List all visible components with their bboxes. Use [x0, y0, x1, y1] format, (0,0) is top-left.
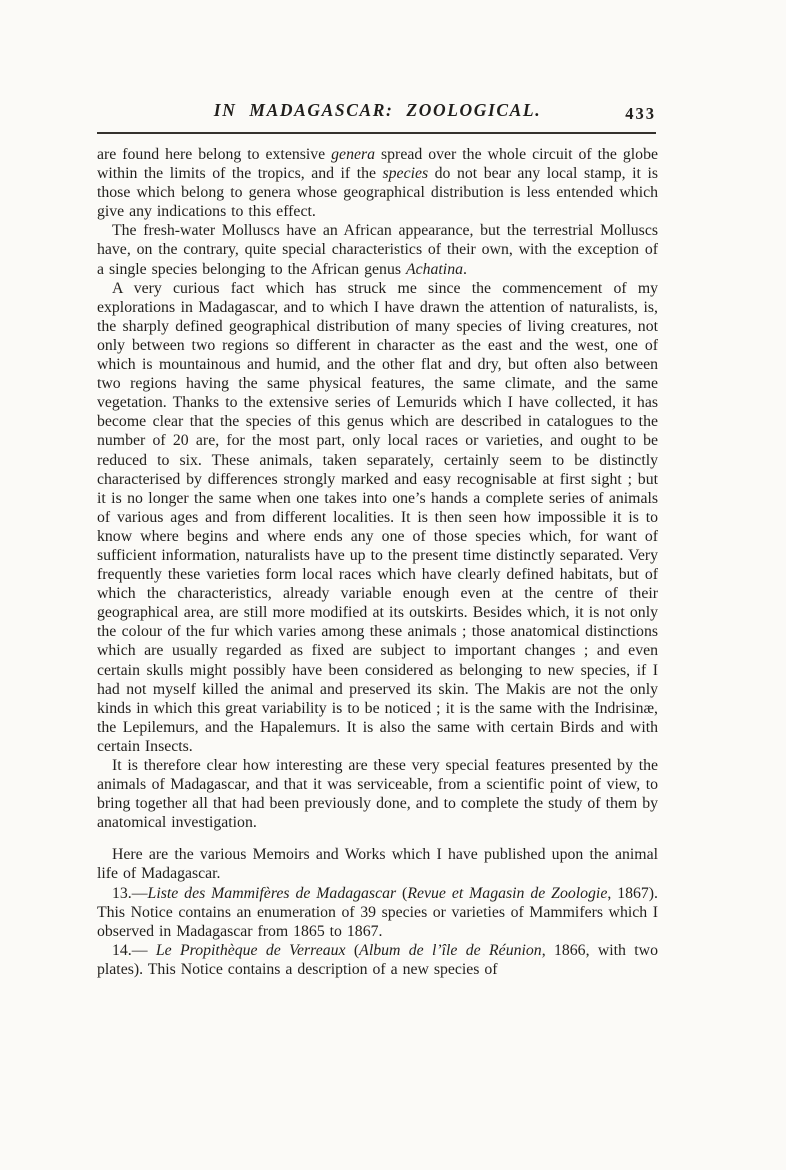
paragraph [97, 884, 658, 941]
text-segment: ( [345, 941, 360, 959]
italic-text-segment: genera [331, 146, 376, 163]
text-segment: . [463, 260, 467, 278]
text-segment: spread over the whole circuit of the globe within the limits of the tropics, and if the [97, 146, 658, 183]
text-segment: ( [396, 884, 408, 902]
italic-text-segment: Album de l’île de Réunion [359, 941, 542, 959]
page-number: 433 [625, 104, 656, 123]
paragraph [97, 221, 658, 278]
text-segment: , 1867). This Notice contains an enumeration of 39 species or varieties of Mammifers which I observed in Madagascar from 1865 to 1867. [97, 884, 659, 940]
page-header [97, 100, 658, 128]
text-segment: A very curious fact which has struck me since the commencement of my explorations in Madagascar, and to which I have drawn the attention of naturalists, is, the sharply defined geographical distribution of many species of living creatures, not only between two regions so different in character as the east and the west, one of which is mountainous and humid, and the other flat and dry, but often also between two regions having the same physical features, the same climate, and the same vegetation. Thanks to the extensive series of Lemurids which I have collected, it has become clear that the species of this genus which are described in catalogues to the number of 20 are, for the most part, only local races or varieties, and ought to be reduced to six. These animals, taken separately, certainly seem to be distinctly characterised by differences strongly marked and easy recognisable at first sight ; but it is no longer the same when one takes into one’s hands a complete series of animals of various ages and from different localities. It is then seen how impossible it is to know where begins and where ends any one of those species which, for want of sufficient information, naturalists have up to the present time distinctly separated. Very frequently these varieties form local races which have clearly defined habitats, but of which the characteristics, already variable enough even at the centre of their geographical area, are still more modified at its outskirts. Besides which, it is not only the colour of the fur which varies among these animals ; those anatomical distinctions which are usually regarded as fixed are subject to important changes ; and even certain skulls might possibly have been considered as belonging to new species, if I had not myself killed the animal and preserved its skin. The Makis are not the only kinds in which this great variability is to be noticed ; it is the same with the Indrisinæ, the Lepilemurs, and the Hapalemurs. It is also the same with certain Birds and with certain Insects. [97, 279, 658, 755]
text-segment: are found here belong to extensive [97, 146, 332, 163]
text-segment: 13.— [112, 884, 148, 902]
text-segment: Here are the various Memoirs and Works which I have published upon the animal life of Madagascar. [97, 846, 658, 883]
paragraph [97, 941, 658, 979]
italic-text-segment: Revue et Magasin de Zoologie [407, 884, 608, 902]
text-segment: , 1866, with two plates). This Notice contains a description of a new species of [97, 941, 658, 978]
text-segment: 14.— [112, 941, 156, 959]
italic-text-segment: Liste des Mammifères de Madagascar [147, 884, 397, 902]
header-rule [97, 132, 656, 134]
paragraph [97, 145, 658, 221]
italic-text-segment: Le Propithèque de Verreaux [155, 941, 346, 959]
paragraph [97, 845, 658, 883]
page-body [97, 145, 658, 979]
italic-text-segment: species [382, 165, 429, 183]
running-head: IN MADAGASCAR: ZOOLOGICAL. [213, 100, 542, 120]
text-segment: It is therefore clear how interesting are these very special features presented by the animals of Madagascar, and that it was serviceable, from a scientific point of view, to bring together all that had been previously done, and to complete the study of them by anatomical investigation. [97, 757, 658, 832]
paragraph [97, 279, 658, 756]
text-segment: The fresh-water Molluscs have an African appearance, but the terrestrial Molluscs have, on the contrary, quite special characteristics of their own, with the exception of a single species belonging to the African genus [97, 222, 658, 278]
text-segment: do not bear any local stamp, it is those which belong to genera whose geographical distribution is less entended which give any indications to this effect. [97, 165, 658, 221]
paragraph [97, 756, 658, 832]
italic-text-segment: Achatina [405, 260, 463, 278]
